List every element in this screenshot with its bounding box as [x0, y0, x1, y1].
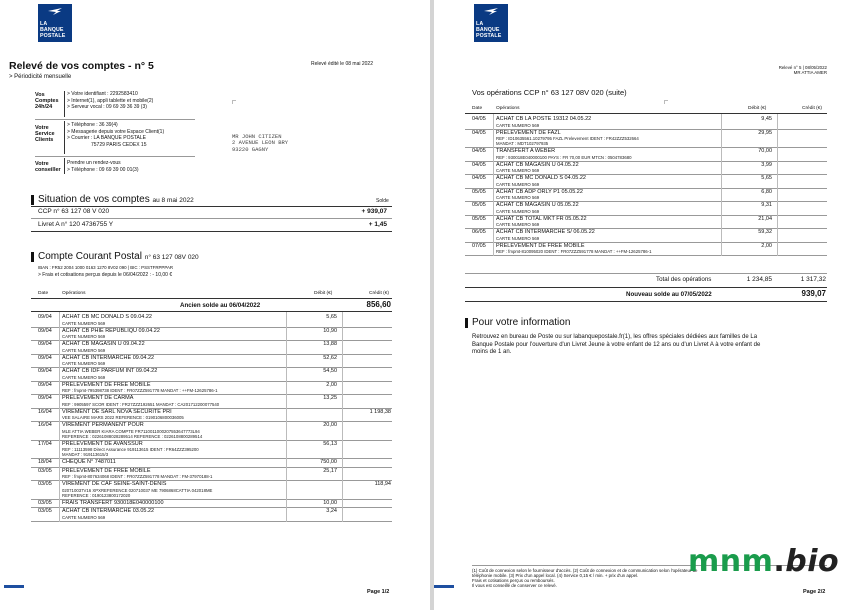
- table-row: [434, 116, 866, 130]
- op-detail: MLE ATTIA WEBER KIARA COMPTE FR7110011000207553647773L94: [62, 428, 200, 434]
- table-row: [0, 382, 430, 396]
- op-detail: CARTE NUMERO 569: [496, 181, 540, 187]
- op-debit: 2,00: [326, 381, 337, 388]
- op-debit: 70,00: [758, 148, 772, 154]
- op-label: VIREMENT DE SARL NOVA SECURITE PRI: [62, 408, 172, 415]
- op-label: PRELEVEMENT DE AVANSSUR: [62, 440, 143, 447]
- banque-postale-logo: LA BANQUE POSTALE: [38, 4, 72, 42]
- statement-reference: Relevé n° 5 | 08/05/2022 MR ATTIA AMER: [778, 65, 827, 75]
- table-row: [0, 481, 430, 500]
- op-date: 04/05: [472, 116, 486, 122]
- table-row: [0, 368, 430, 382]
- op-detail: MANDAT : MDT102797935: [496, 141, 549, 146]
- op-detail: CARTE NUMERO 569: [496, 195, 540, 200]
- table-row: [0, 508, 430, 522]
- table-row: [434, 202, 866, 216]
- op-debit: 6,80: [761, 188, 772, 195]
- table-row: [0, 441, 430, 460]
- op-debit: 25,17: [323, 467, 337, 474]
- table-row: [434, 130, 866, 149]
- op-label: PRELEVEMENT DE CARMA: [62, 395, 134, 401]
- op-debit: 2,00: [761, 242, 772, 249]
- op-detail: REF : fmpmt-807634068 IDENT : FR07ZZZ591778 MANDAT : FM-37970188-1: [62, 474, 213, 479]
- table-row: [434, 148, 866, 162]
- op-label: PRELEVEMENT DE FREE MOBILE: [62, 467, 151, 474]
- ccp-title: Compte Courant Postal n° 63 127 08V 020: [38, 251, 199, 262]
- table-row: [434, 229, 866, 243]
- op-label: ACHAT CB TOTAL MKT FR 05.05.22: [496, 215, 587, 222]
- op-date: 04/05: [472, 148, 486, 154]
- statement-page-2: LA BANQUE POSTALE Relevé n° 5 | 08/05/2022 MR ATTIA AMER Vos opérations CCP n° 63 127 08V 020 (suite) Date Opérations Débit (€) Crédit (€) 04/05 ACHAT CB LA POSTE 19312 04.05.22 CARTE NUMERO 569 9,45 04/05 PRELEVEMENT DE FAZL REF : ID10635561.10279795 FAZL Prelevement IDENT : FR42ZZZ532664 MANDAT : MDT102797935 29,95 04/05 TRANSFERT A WEBER REF : 930018E040000100 PAYS : FR 70,00 EUR MTCN : 0504783680 70,00 04/05 ACHAT CB MAGASIN U 04.05.22 CARTE NUMERO 569 3,99 04/05 ACHAT CB MC DONALD S 04.05.22 CARTE NUMERO 569 5,65 05/05 ACHAT CB ADP ORLY P1 05.05.22 CARTE NUMERO 569 6,80 05/05 ACHAT CB MAGASIN U 05.05.22 CARTE NUMERO 569 9,31 05/05 ACHAT CB TOTAL MKT FR 05.05.22 CARTE NUMERO 569 21,04 06/05 ACHAT CB INTERMARCHE S/ 06.05.22 CARTE NUMERO 569 59,32 07/05 PRELEVEMENT DE FREE MOBILE REF : fmpmt-810095020 IDENT : FR07ZZZ591778 MANDAT : ++FM-12625786-1 2,00 Total des opérations 1 234,85 1 317,32 Nouveau solde au 07/05/2022 939,07 Pour votre information Retrouvez en bureau de Poste ou sur labanquepostale.fr(1), les offres spéciales dédiées aux familles de La Banque Postale pour l'ouverture d'un Livret Jeune à votre enfant de 12 ans ou d'un Livret A à votre enfant de moins de 1 an. (1) Coût de connexion selon le fournisseur d'accès. (2) Coût de connexion et de communication selon l'opérateur de téléphonie mobile. (3) Prix d'un appel local. (4) Service 0,15 € / min. + prix d'un appel. Frais et cotisations perçus ou remboursés. Il vous est conseillé de conserver ce relevé. Page 2/2: [434, 0, 866, 610]
- op-label: FRAIS TRANSFERT 930018E040000100: [62, 499, 164, 506]
- op-date: 09/04: [38, 368, 52, 374]
- op-label: ACHAT CB PHIE REPUBLIQU 09.04.22: [62, 327, 160, 334]
- op-detail: MANDAT : 919113615/3: [62, 452, 109, 457]
- footer-accent-bar: [434, 585, 454, 588]
- footnotes: (1) Coût de connexion selon le fournisseur d'accès. (2) Coût de connexion et de communication selon l'opérateur de téléphonie mobile. (3) Prix d'un appel local. (4) Service 0,15 € / min. + prix d'un appel. Frais et cotisations perçus ou remboursés. Il vous est conseillé de conserver ce relevé.: [472, 568, 698, 588]
- edit-date: Relevé édité le 08 mai 2022: [311, 61, 373, 67]
- table-row: [434, 216, 866, 230]
- op-date: 09/04: [38, 327, 52, 334]
- ccp-account-label: CCP n° 63 127 08 V 020: [38, 208, 110, 215]
- op-date: 03/05: [38, 508, 52, 514]
- page-title: Relevé de vos comptes - n° 5: [9, 60, 154, 72]
- op-debit: 5,65: [761, 175, 772, 181]
- livret-account-label: Livret A n° 120 4736755 Y: [38, 221, 114, 228]
- op-debit: 750,00: [320, 459, 337, 465]
- op-label: TRANSFERT A WEBER: [496, 148, 556, 154]
- op-label: ACHAT CB INTERMARCHE S/ 06.05.22: [496, 229, 595, 235]
- op-date: 03/05: [38, 499, 52, 506]
- bird-logo-icon: [483, 7, 499, 18]
- page-number: Page 2/2: [803, 589, 826, 595]
- op-detail: CARTE NUMERO 569: [496, 208, 540, 214]
- new-balance-label: Nouveau solde au 07/05/2022: [626, 291, 712, 298]
- op-date: 03/05: [38, 467, 52, 474]
- op-date: 09/04: [38, 341, 52, 347]
- op-credit: 1 198,38: [369, 408, 391, 415]
- total-credit: 1 317,32: [800, 276, 826, 283]
- old-balance-value: 856,60: [366, 300, 391, 309]
- op-label: ACHAT CB LA POSTE 19312 04.05.22: [496, 116, 592, 122]
- op-date: 04/05: [472, 129, 486, 136]
- operations-table-page-2: [434, 114, 866, 274]
- op-label: PRELEVEMENT DE FAZL: [496, 129, 561, 136]
- total-label: Total des opérations: [656, 276, 712, 283]
- table-row: [0, 341, 430, 355]
- op-detail: CARTE NUMERO 569: [62, 514, 106, 520]
- banque-postale-logo: LA BANQUE POSTALE: [474, 4, 508, 42]
- op-debit: 21,04: [758, 215, 772, 222]
- op-label: ACHAT CB INTERMARCHE 09.04.22: [62, 354, 155, 361]
- info-title: Pour votre information: [472, 317, 571, 328]
- continuation-title: Vos opérations CCP n° 63 127 08V 020 (suite): [472, 88, 627, 97]
- op-debit: 59,32: [758, 229, 772, 235]
- footer-accent-bar: [4, 585, 24, 588]
- fees-summary: > Frais et cotisations perçus depuis le 06/04/2022 : - 10,00 €: [38, 272, 173, 278]
- op-detail: CARTE NUMERO 569: [496, 168, 540, 173]
- op-debit: 29,95: [758, 129, 772, 136]
- op-date: 07/05: [472, 242, 486, 249]
- op-date: 09/04: [38, 354, 52, 361]
- op-label: ACHAT CB MAGASIN U 09.04.22: [62, 341, 145, 347]
- op-date: 04/05: [472, 161, 486, 168]
- op-debit: 5,65: [326, 314, 337, 320]
- op-date: 16/04: [38, 408, 52, 415]
- op-detail: CARTE NUMERO 569: [496, 122, 540, 128]
- bird-logo-icon: [47, 7, 63, 18]
- op-debit: 56,13: [323, 440, 337, 447]
- new-balance-value: 939,07: [801, 289, 826, 298]
- op-debit: 9,45: [761, 116, 772, 122]
- op-debit: 20,00: [323, 422, 337, 428]
- op-date: 17/04: [38, 440, 52, 447]
- op-label: ACHAT CB ADP ORLY P1 05.05.22: [496, 188, 583, 195]
- op-detail: REF : fmpmt-795398738 IDENT : FR07ZZZ591778 MANDAT : ++FM-12625786-1: [62, 388, 218, 393]
- op-detail: REF : 9905597 SCOR IDENT : FR27ZZZ192651 MANDAT : CA201712200077540: [62, 401, 220, 407]
- table-row: [434, 243, 866, 257]
- op-date: 06/05: [472, 229, 486, 235]
- op-debit: 52,62: [323, 354, 337, 361]
- op-debit: 9,31: [761, 202, 772, 208]
- op-debit: 54,50: [323, 368, 337, 374]
- recipient-address: MR JOHN CITIZEN 2 AVENUE LEON BRY 93220 GAGNY: [232, 133, 289, 153]
- livret-balance: + 1,45: [368, 221, 387, 228]
- op-date: 09/04: [38, 395, 52, 401]
- op-debit: 3,99: [761, 161, 772, 168]
- op-date: 03/05: [38, 481, 52, 487]
- op-label: CHEQUE N° 7487011: [62, 459, 116, 465]
- op-date: 05/05: [472, 188, 486, 195]
- op-debit: 13,88: [323, 341, 337, 347]
- table-row: [0, 422, 430, 441]
- op-label: ACHAT CB MC DONALD S 09.04.22: [62, 314, 152, 320]
- op-label: VIREMENT PERMANENT POUR: [62, 422, 144, 428]
- op-detail: REFERENCE : 0190123800172020: [62, 492, 131, 498]
- op-debit: 13,25: [323, 395, 337, 401]
- op-label: VIREMENT DE CAF SEINE-SAINT-DENIS: [62, 481, 167, 487]
- op-label: ACHAT CB MAGASIN U 05.05.22: [496, 202, 579, 208]
- op-detail: CARTE NUMERO 569: [62, 320, 106, 326]
- op-label: PRELEVEMENT DE FREE MOBILE: [62, 381, 151, 388]
- op-credit: 118,94: [374, 481, 391, 487]
- op-date: 04/05: [472, 175, 486, 181]
- op-label: ACHAT CB INTERMARCHE 03.05.22: [62, 508, 155, 514]
- op-detail: CARTE NUMERO 569: [496, 222, 540, 227]
- op-date: 18/04: [38, 459, 52, 465]
- periodicity: > Périodicité mensuelle: [9, 74, 72, 80]
- table-row: [434, 162, 866, 176]
- op-date: 09/04: [38, 381, 52, 388]
- op-label: ACHAT CB IDF PARFUM INT 09.04.22: [62, 368, 158, 374]
- ccp-balance: + 939,07: [361, 208, 387, 215]
- table-row: [0, 395, 430, 409]
- op-detail: CARTE NUMERO 569: [496, 235, 540, 241]
- statement-page-1: LA BANQUE POSTALE Relevé de vos comptes - n° 5 > Périodicité mensuelle Relevé édité le 08 mai 2022 Vos Comptes 24h/24 > Votre identifiant : 2292583410 > Internet(1), appli tablette et mobile(2) > Serveur vocal : 09 69 39 36 39 (3) Votre Service Clients > Téléphone : 36 39(4) > Messagerie depuis votre Espace Client(1) > Courrier : LA BANQUE POSTALE 75729 PARIS CEDEX 15 Votre conseiller Prendre un rendez-vous > Téléphone : 09 69 39 00 01(3) MR JOHN CITIZEN 2 AVENUE LEON BRY 93220 GAGNY Situation de vos comptes au 8 mai 2022 Solde CCP n° 63 127 08 V 020 + 939,07 Livret A n° 120 4736755 Y + 1,45 Compte Courant Postal n° 63 127 08V 020 IBAN : FR52 2004 1000 0163 1270 8V02 090 | BIC : PSSTFRPPPAR > Frais et cotisations perçus depuis le 06/04/2022 : - 10,00 € Date Opérations Débit (€) Crédit (€) Ancien solde au 06/04/2022 856,60 09/04 ACHAT CB MC DONALD S 09.04.22 CARTE NUMERO 569 5,65 09/04 ACHAT CB PHIE REPUBLIQU 09.04.22 CARTE NUMERO 569 10,90 09/04 ACHAT CB MAGASIN U 09.04.22 CARTE NUMERO 569 13,88 09/04 ACHAT CB INTERMARCHE 09.04.22 CARTE NUMERO 569 52,62 09/04 ACHAT CB IDF PARFUM INT 09.04.22 CARTE NUMERO 569 54,50 09/04 PRELEVEMENT DE FREE MOBILE REF : fmpmt-795398738 IDENT : FR07ZZZ591778 MANDAT : ++FM-12625786-1 2,00 09/04 PRELEVEMENT DE CARMA REF : 9905597 SCOR IDENT : FR27ZZZ192651 MANDAT : CA201712200077540 13,25 16/04 VIREMENT DE SARL NOVA SECURITE PRI VEE SALAIRE MARS 2022 REFERENCE : 0190106800036005 1 198,38 16/04 VIREMENT PERMANENT POUR MLE ATTIA WEBER KIARA COMPTE FR7110011000207553647773L94 REFERENCE : 02261088028289514 REFERENCE : 0226108800289514 20,00 17/04 PRELEVEMENT DE AVANSSUR REF : 11113598 Direct Assurance 919113615 IDENT : FR64ZZZ395200 MANDAT : 919113615/3 56,13 18/04 CHEQUE N° 7487011 750,00 03/05 PRELEVEMENT DE FREE MOBILE REF : fmpmt-807634068 IDENT : FR07ZZZ591778 MANDAT : FM-37970188-1 25,17 03/05 VIREMENT DE CAF SEINE-SAINT-DENIS 020710037V16 XPXREFERENCE 020710037 ME 7906868CATTIA 042018ME REFERENCE : 0190123800172020 118,94 03/05 FRAIS TRANSFERT 930018E040000100 10,00 03/05 ACHAT CB INTERMARCHE 03.05.22 CARTE NUMERO 569 3,24 Page 1/2: [0, 0, 430, 610]
- old-balance-label: Ancien solde au 06/04/2022: [180, 302, 261, 309]
- op-debit: 3,24: [326, 508, 337, 514]
- total-debit: 1 234,85: [746, 276, 772, 283]
- op-date: 05/05: [472, 202, 486, 208]
- op-label: PRELEVEMENT DE FREE MOBILE: [496, 242, 585, 249]
- situation-title: Situation de vos comptes au 8 mai 2022: [38, 194, 194, 205]
- table-row: [434, 175, 866, 189]
- op-label: ACHAT CB MC DONALD S 04.05.22: [496, 175, 586, 181]
- table-row: [0, 328, 430, 342]
- op-label: ACHAT CB MAGASIN U 04.05.22: [496, 161, 579, 168]
- op-date: 09/04: [38, 314, 52, 320]
- info-text: Retrouvez en bureau de Poste ou sur labanquepostale.fr(1), les offres spéciales dédiées aux familles de La Banque Postale pour l'ouverture d'un Livret Jeune à votre enfant de 12 ans ou d'un Livret A à votre enfant de moins de 1 an.: [472, 334, 761, 355]
- op-detail: 020710037V16 XPXREFERENCE 020710037 ME 7906868CATTIA 042018ME: [62, 487, 213, 493]
- op-detail: REF : ID10635561.10279795 FAZL Prelevement IDENT : FR42ZZZ532664: [496, 136, 639, 141]
- iban-bic: IBAN : FR52 2004 1000 0163 1270 8V02 090 | BIC : PSSTFRPPPAR: [38, 265, 174, 270]
- op-detail: CARTE NUMERO 569: [62, 334, 106, 339]
- op-detail: CARTE NUMERO 569: [62, 374, 106, 380]
- table-row: [0, 468, 430, 482]
- operations-table-page-1: [0, 312, 430, 548]
- op-debit: 10,90: [323, 327, 337, 334]
- op-detail: REF : 930018E040000100 PAYS : FR 70,00 EUR MTCN : 0504783680: [496, 154, 632, 160]
- op-date: 05/05: [472, 215, 486, 222]
- op-detail: CARTE NUMERO 569: [62, 361, 106, 366]
- table-row: [434, 189, 866, 203]
- table-row: [0, 314, 430, 328]
- op-detail: REF : fmpmt-810095020 IDENT : FR07ZZZ591778 MANDAT : ++FM-12625786-1: [496, 249, 652, 254]
- op-detail: REFERENCE : 02261088028289514 REFERENCE : 0226108800289514: [62, 433, 203, 439]
- op-debit: 10,00: [323, 499, 337, 506]
- op-detail: VEE SALAIRE MARS 2022 REFERENCE : 0190106800036005: [62, 415, 184, 420]
- op-date: 16/04: [38, 422, 52, 428]
- table-row: [0, 409, 430, 423]
- watermark-logo: mnm.bio: [688, 544, 840, 579]
- op-detail: REF : 11113598 Direct Assurance 919113615 IDENT : FR64ZZZ395200: [62, 447, 199, 452]
- op-detail: CARTE NUMERO 569: [62, 347, 106, 353]
- page-number: Page 1/2: [367, 589, 390, 595]
- table-row: [0, 355, 430, 369]
